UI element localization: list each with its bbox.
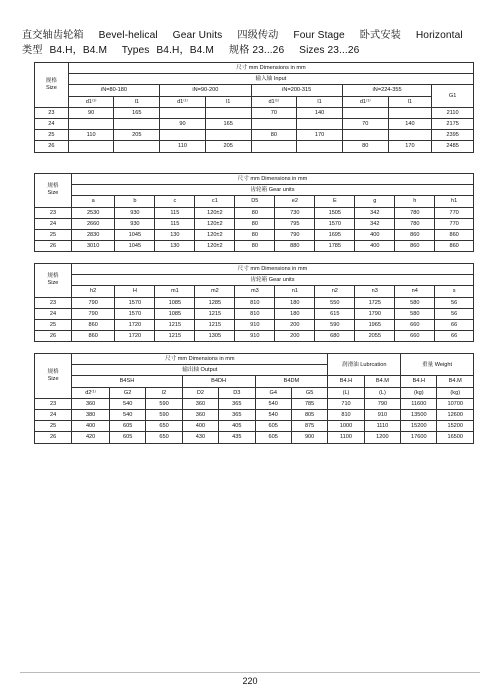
table-row [35,241,474,252]
value-cell: 1695 [315,229,355,240]
col-header: H [115,286,155,297]
table-row [35,141,474,152]
value-cell [160,107,206,118]
value-cell [251,141,297,152]
table-row [35,297,474,308]
value-cell: 875 [291,421,327,432]
value-cell: 140 [388,118,432,129]
table-row [35,398,474,409]
value-cell: 930 [115,218,155,229]
value-cell [388,107,432,118]
value-cell: 580 [395,308,435,319]
col-header: l1 [388,96,432,107]
value-cell: 3010 [71,241,114,252]
value-cell: 120±2 [195,218,235,229]
value-cell: 900 [291,432,327,443]
col-header: G5 [291,387,327,398]
col-header: c [155,196,195,207]
value-cell: 1085 [155,297,195,308]
value-cell: 605 [255,421,291,432]
col-header: h2 [71,286,114,297]
value-cell: 115 [155,207,195,218]
value-cell: 1215 [195,319,235,330]
value-cell [297,141,343,152]
value-cell: 1045 [115,241,155,252]
col-header: n3 [355,286,395,297]
col-header: l1 [114,96,160,107]
value-cell: 540 [109,398,145,409]
value-cell: 1965 [355,319,395,330]
value-cell: 90 [68,107,114,118]
value-cell: 795 [275,218,315,229]
value-cell: 785 [291,398,327,409]
value-cell: 790 [71,308,114,319]
b4dm-header: B4DM [255,376,328,387]
table-row [35,409,474,420]
value-cell: 910 [364,409,400,420]
value-cell: 342 [355,218,395,229]
col-header: G2 [109,387,145,398]
value-cell: 680 [315,331,355,342]
value-cell: 430 [182,432,218,443]
value-cell: 15200 [401,421,437,432]
value-cell: 165 [205,118,251,129]
value-cell: 70 [342,118,388,129]
mount-en: Horizontal [415,30,463,41]
col-header: l2 [146,387,182,398]
value-cell: 90 [160,118,206,129]
b4dh-header: B4DH [182,376,255,387]
value-cell: 1505 [315,207,355,218]
value-cell: 66 [435,319,474,330]
col-header-row [35,286,474,297]
weight-header: 重量 Weight [401,354,474,376]
table-row [35,432,474,443]
value-cell: 880 [275,241,315,252]
type-cn: 类型 [22,45,43,56]
value-cell: 360 [72,398,110,409]
dims-header: 尺寸 mm Dimensions in mm [68,63,473,74]
table-row [35,107,474,118]
col-header: D5 [235,196,275,207]
value-cell: 2830 [71,229,114,240]
value-cell: 780 [395,207,435,218]
value-cell: 860 [395,229,435,240]
value-cell: 590 [146,409,182,420]
value-cell: 1305 [195,331,235,342]
size-cell: 25 [35,130,69,141]
table-row [35,319,474,330]
gear-group-header: 齿轮箱 Gear units [71,185,473,196]
value-cell: 200 [275,331,315,342]
table-row [35,421,474,432]
size-cell: 26 [35,432,72,443]
col-header: b [115,196,155,207]
value-cell: 1570 [115,297,155,308]
col-header: n1 [275,286,315,297]
value-cell: 1215 [195,308,235,319]
value-cell: 80 [235,218,275,229]
size-header: 规格 Size [35,63,69,108]
value-cell: 540 [255,398,291,409]
weight-b4h-header: B4.H [401,376,437,387]
col-header: e2 [275,196,315,207]
value-cell: 205 [114,130,160,141]
value-cell: 710 [328,398,364,409]
value-cell: 56 [435,297,474,308]
col-header: m3 [235,286,275,297]
stage-en: Four Stage [293,30,345,41]
size-cell: 24 [35,409,72,420]
value-cell: 15200 [437,421,474,432]
value-cell: 650 [146,421,182,432]
col-header-row [35,196,474,207]
value-cell: 590 [315,319,355,330]
value-cell: 420 [72,432,110,443]
gear-units-table-1 [34,173,474,252]
value-cell: 1725 [355,297,395,308]
value-cell: 360 [182,409,218,420]
dims-header: 尺寸 mm Dimensions in mm [72,354,328,365]
value-cell: 130 [155,241,195,252]
value-cell: 365 [219,409,255,420]
value-cell: 2055 [355,331,395,342]
value-cell: 540 [255,409,291,420]
col-header: h1 [435,196,474,207]
value-cell: 805 [291,409,327,420]
input-group-header: 输入轴 Input [68,74,473,85]
value-cell: 550 [315,297,355,308]
value-cell [68,141,114,152]
ratio-range-2: iN=90-200 [160,85,251,96]
col-header: n2 [315,286,355,297]
value-cell: 860 [395,241,435,252]
value-cell: 11600 [401,398,437,409]
col-header: h [395,196,435,207]
value-cell: 405 [219,421,255,432]
value-cell [68,118,114,129]
value-cell: 342 [355,207,395,218]
col-header: D3 [219,387,255,398]
value-cell: 580 [395,297,435,308]
value-cell: 660 [395,319,435,330]
footer-rule [20,672,480,673]
g1-header: G1 [432,85,474,107]
table-row [35,331,474,342]
value-cell: 790 [71,297,114,308]
header-line-1 [22,26,475,41]
table-row [35,229,474,240]
value-cell [205,130,251,141]
value-cell: 80 [235,207,275,218]
value-cell: 17600 [401,432,437,443]
value-cell: 590 [146,398,182,409]
value-cell: 120±2 [195,229,235,240]
value-cell: 180 [275,297,315,308]
size-cell: 25 [35,421,72,432]
value-cell: 1085 [155,308,195,319]
value-cell: 860 [435,229,474,240]
ratio-range-4: iN=224-355 [342,85,431,96]
size-cell: 25 [35,319,72,330]
value-cell: 2110 [432,107,474,118]
value-cell: 770 [435,218,474,229]
value-cell: 790 [275,229,315,240]
value-cell [205,107,251,118]
value-cell: 400 [72,421,110,432]
ratio-range-3: iN=200-315 [251,85,342,96]
value-cell: 860 [435,241,474,252]
value-cell: 660 [395,331,435,342]
value-cell: 200 [275,319,315,330]
col-header: s [435,286,474,297]
value-cell [342,130,388,141]
size-cell: 23 [35,107,69,118]
value-cell: 130 [155,229,195,240]
value-cell: 770 [435,207,474,218]
size-cn: 规格 23...26 [228,45,285,56]
table-row [35,308,474,319]
value-cell [297,118,343,129]
value-cell: 80 [342,141,388,152]
size-cell: 24 [35,218,72,229]
lube-b4m-header: B4.M [364,376,400,387]
value-cell: 615 [315,308,355,319]
page-number: 220 [242,676,258,686]
value-cell: 120±2 [195,207,235,218]
value-cell: 780 [395,218,435,229]
size-cell: 23 [35,207,72,218]
value-cell: 400 [355,229,395,240]
value-cell: 2530 [71,207,114,218]
value-cell: 1100 [328,432,364,443]
col-header: (L) [328,387,364,398]
value-cell: 165 [114,107,160,118]
type-en-value: B4.H，B4.M [156,45,214,56]
value-cell: 13500 [401,409,437,420]
subcol-row [35,96,474,107]
value-cell: 1000 [328,421,364,432]
b4sh-header: B4SH [72,376,182,387]
lubrication-header: 润滑油 Lubrcation [328,354,401,376]
value-cell: 790 [364,398,400,409]
value-cell: 12600 [437,409,474,420]
size-cell: 26 [35,331,72,342]
table-row [35,118,474,129]
type-cn-value: B4.H，B4.M [49,45,108,56]
size-cell: 25 [35,229,72,240]
value-cell: 70 [251,107,297,118]
value-cell: 1785 [315,241,355,252]
size-cell: 23 [35,398,72,409]
value-cell: 1720 [115,331,155,342]
value-cell: 810 [235,297,275,308]
value-cell: 80 [235,241,275,252]
value-cell: 120±2 [195,241,235,252]
col-header: g [355,196,395,207]
value-cell: 16500 [437,432,474,443]
type-en: Types [121,45,150,56]
value-cell: 1570 [115,308,155,319]
col-header: E [315,196,355,207]
weight-b4m-header: B4.M [437,376,474,387]
table-row [35,218,474,229]
col-header: (kg) [437,387,474,398]
size-cell: 23 [35,297,72,308]
value-cell: 1570 [315,218,355,229]
size-cell: 24 [35,308,72,319]
gear-units-table-2 [34,263,474,342]
col-header: l1 [297,96,343,107]
value-cell: 860 [71,331,114,342]
col-header: (L) [364,387,400,398]
col-header: d1⁽¹⁾ [251,96,297,107]
value-cell: 10700 [437,398,474,409]
value-cell [160,130,206,141]
value-cell: 205 [205,141,251,152]
value-cell: 170 [297,130,343,141]
mount-cn: 卧式安装 [359,30,401,41]
value-cell: 810 [235,308,275,319]
value-cell: 400 [182,421,218,432]
size-cell: 24 [35,118,69,129]
dims-header: 尺寸 mm Dimensions in mm [71,264,473,275]
value-cell [114,118,160,129]
value-cell: 605 [109,432,145,443]
value-cell: 605 [109,421,145,432]
col-header: a [71,196,114,207]
col-header: d1⁽¹⁾ [160,96,206,107]
value-cell: 400 [355,241,395,252]
value-cell: 115 [155,218,195,229]
col-header: D2 [182,387,218,398]
input-shaft-table [34,62,474,153]
size-header: 规格 Size [35,354,72,399]
value-cell: 110 [68,130,114,141]
col-header: c1 [195,196,235,207]
size-en: Sizes 23...26 [299,45,360,56]
value-cell: 2485 [432,141,474,152]
value-cell: 810 [328,409,364,420]
value-cell: 2395 [432,130,474,141]
col-header: d1⁽¹⁾ [342,96,388,107]
value-cell: 380 [72,409,110,420]
stage-cn: 四级传动 [237,30,279,41]
value-cell: 930 [115,207,155,218]
value-cell: 540 [109,409,145,420]
size-cell: 26 [35,141,69,152]
col-header: n4 [395,286,435,297]
value-cell: 650 [146,432,182,443]
value-cell: 1110 [364,421,400,432]
value-cell: 910 [235,319,275,330]
value-cell: 1200 [364,432,400,443]
value-cell [114,141,160,152]
value-cell [251,118,297,129]
value-cell: 1285 [195,297,235,308]
size-header: 规格 Size [35,174,72,208]
col-header: l1 [205,96,251,107]
value-cell: 180 [275,308,315,319]
table-row [35,207,474,218]
value-cell: 1215 [155,319,195,330]
value-cell: 80 [251,130,297,141]
value-cell: 365 [219,398,255,409]
value-cell: 1790 [355,308,395,319]
size-cell: 26 [35,241,72,252]
value-cell: 730 [275,207,315,218]
ratio-range-1: iN=80-180 [68,85,159,96]
title-en-2: Gear Units [172,30,223,41]
value-cell: 140 [297,107,343,118]
col-header: d2⁽¹⁾ [72,387,110,398]
value-cell: 66 [435,331,474,342]
value-cell: 910 [235,331,275,342]
dims-header: 尺寸 mm Dimensions in mm [71,174,473,185]
value-cell [342,107,388,118]
value-cell: 860 [71,319,114,330]
header-line-2 [22,41,371,56]
value-cell: 170 [388,141,432,152]
col-header: (kg) [401,387,437,398]
value-cell: 56 [435,308,474,319]
value-cell: 1720 [115,319,155,330]
title-en-1: Bevel-helical [98,30,158,41]
col-header: m1 [155,286,195,297]
title-cn: 直交轴齿轮箱 [22,30,84,41]
value-cell: 110 [160,141,206,152]
value-cell [388,130,432,141]
output-shaft-table [34,353,474,444]
size-header: 规格 Size [35,264,72,298]
value-cell: 605 [255,432,291,443]
col-header: m2 [195,286,235,297]
col-header: d1⁽¹⁾ [68,96,114,107]
col-header: G4 [255,387,291,398]
table-row [35,130,474,141]
value-cell: 435 [219,432,255,443]
gear-group-header: 齿轮箱 Gear units [71,275,473,286]
value-cell: 2175 [432,118,474,129]
value-cell: 1045 [115,229,155,240]
output-group-header: 输出轴 Output [72,365,328,376]
value-cell: 1215 [155,331,195,342]
col-header-row [35,387,474,398]
value-cell: 2660 [71,218,114,229]
lube-b4h-header: B4.H [328,376,364,387]
value-cell: 80 [235,229,275,240]
value-cell: 360 [182,398,218,409]
